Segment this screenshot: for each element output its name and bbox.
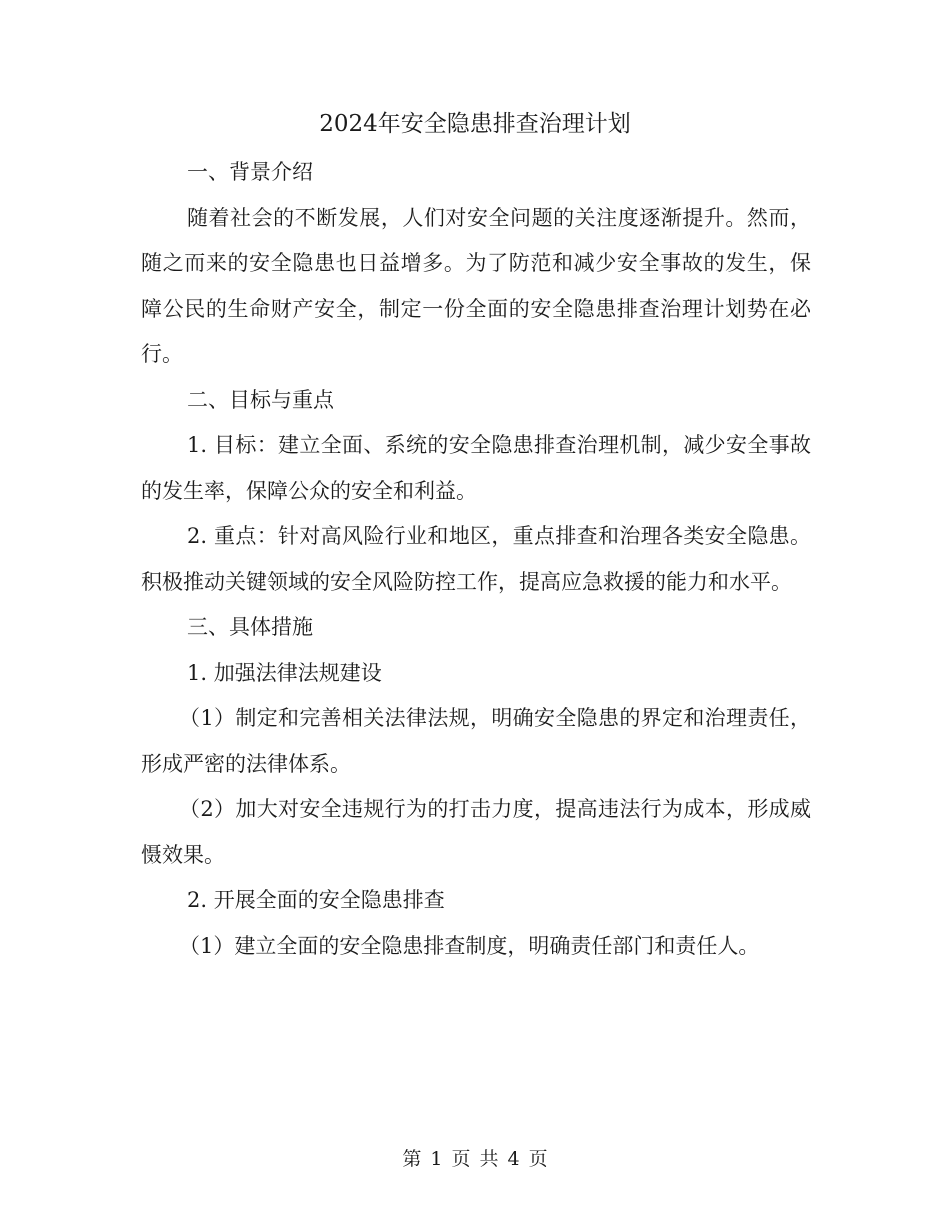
paragraph-goal: 1. 目标：建立全面、系统的安全隐患排查治理机制，减少安全事故的发生率，保障公众的安全和利益。 xyxy=(141,433,811,503)
section-heading-goals: 二、目标与重点 xyxy=(187,387,334,412)
list-item-legal-1: （1）制定和完善相关法律法规，明确安全隐患的界定和治理责任，形成严密的法律体系。 xyxy=(141,706,811,776)
page-footer: 第 1 页 共 4 页 xyxy=(402,1148,548,1170)
list-item-inspection-1: （1）建立全面的安全隐患排查制度，明确责任部门和责任人。 xyxy=(179,933,760,958)
document-body xyxy=(141,150,811,969)
paragraph-background: 随着社会的不断发展，人们对安全问题的关注度逐渐提升。然而，随之而来的安全隐患也日益增多。为了防范和减少安全事故的发生，保障公民的生命财产安全，制定一份全面的安全隐患排查治理计划势在必行。 xyxy=(141,205,811,366)
section-heading-background: 一、背景介绍 xyxy=(187,160,313,184)
subheading-legal: 1. 加强法律法规建设 xyxy=(187,660,382,685)
paragraph-focus: 2. 重点：针对高风险行业和地区，重点排查和治理各类安全隐患。积极推动关键领域的安全风险防控工作，提高应急救援的能力和水平。 xyxy=(141,524,811,594)
list-item-legal-2: （2）加大对安全违规行为的打击力度，提高违法行为成本，形成威慑效果。 xyxy=(141,797,811,867)
section-heading-measures: 三、具体措施 xyxy=(187,615,313,639)
document-title: 2024年安全隐患排查治理计划 xyxy=(319,111,631,137)
subheading-inspection: 2. 开展全面的安全隐患排查 xyxy=(187,888,445,912)
